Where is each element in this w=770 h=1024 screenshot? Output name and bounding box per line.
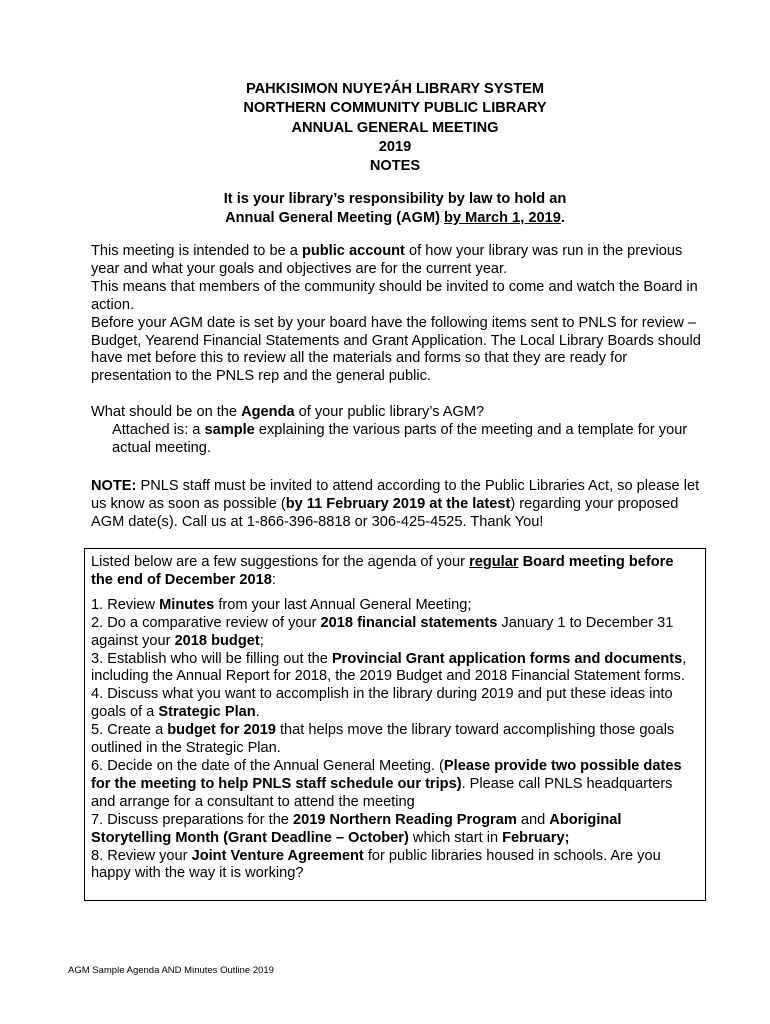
intro-bold: public account bbox=[301, 243, 405, 259]
item-text: from your last Annual General Meeting; bbox=[214, 596, 472, 613]
item-text: 4. Discuss what you want to accomplish in the library during 2019 and put these ideas into goals of a bbox=[91, 686, 673, 721]
responsibility-period: . bbox=[560, 210, 565, 227]
intro-paragraph-2: This means that members of the community should be invited to come and watch the Board in action. bbox=[91, 278, 698, 313]
item-bold: 2018 financial statements bbox=[320, 614, 498, 631]
item-bold: Joint Venture Agreement bbox=[191, 847, 364, 864]
deadline-date: by March 1, 2019 bbox=[444, 210, 561, 227]
box-bold: regular bbox=[469, 554, 519, 570]
note-paragraph bbox=[91, 478, 711, 532]
intro-text: This meeting is intended to be a bbox=[91, 243, 302, 259]
responsibility-text: Annual General Meeting (AGM) bbox=[225, 210, 445, 227]
box-intro bbox=[91, 554, 699, 590]
note-text: PNLS staff must be invited to attend according to the Public Libraries Act, so please let us know as soon as possible ( bbox=[91, 478, 700, 512]
intro-section bbox=[91, 243, 711, 386]
item-text: , including the Annual Report for 2018, the 2019 Budget and 2018 Financial Statement forms. bbox=[91, 650, 687, 685]
item-bold: Aboriginal Storytelling Month (Grant Deadline – October) bbox=[91, 811, 622, 846]
agenda-section bbox=[91, 404, 711, 458]
item-text: . bbox=[255, 704, 260, 721]
item-text: 5. Create a bbox=[91, 722, 168, 739]
item-bold: Strategic Plan bbox=[158, 704, 256, 721]
item-text: January 1 to December 31 against your bbox=[91, 614, 674, 649]
box-item-6 bbox=[91, 758, 699, 812]
item-bold: 2018 budget bbox=[174, 632, 260, 649]
item-bold: Minutes bbox=[159, 596, 215, 613]
item-text: 2. Do a comparative review of your bbox=[91, 614, 321, 631]
box-text: Listed below are a few suggestions for the agenda of your bbox=[91, 554, 470, 570]
intro-paragraph-3: Before your AGM date is set by your board have the following items sent to PNLS for review – Budget, Yearend Financial Statements and Grant Application. The Local Library Boards should have met before this to review all the materials and forms so that they are ready for presentation to the PNLS rep and the general public. bbox=[91, 314, 701, 385]
item-bold: February; bbox=[502, 829, 570, 846]
intro-paragraph-1 bbox=[91, 243, 711, 279]
responsibility-line-2 bbox=[90, 209, 700, 228]
header-year: 2019 bbox=[378, 138, 412, 155]
note-text: ) regarding your proposed AGM date(s). Call us at 1-866-396-8818 or 306-425-4525. Thank You! bbox=[91, 495, 679, 530]
agenda-text: Attached is: a bbox=[112, 421, 205, 438]
item-bold: 2019 Northern Reading Program bbox=[292, 811, 517, 828]
box-item-1 bbox=[91, 597, 699, 615]
item-text: 3. Establish who will be filling out the bbox=[91, 650, 332, 667]
suggestions-box bbox=[84, 548, 706, 901]
note-section bbox=[91, 478, 711, 532]
agenda-bold: sample bbox=[204, 421, 255, 438]
item-text: 6. Decide on the date of the Annual General Meeting. ( bbox=[91, 757, 444, 774]
box-item-4 bbox=[91, 686, 699, 722]
item-text: which start in bbox=[408, 829, 503, 846]
agenda-text: explaining the various parts of the meeting and a template for your actual meeting. bbox=[112, 421, 688, 456]
header-library-name: NORTHERN COMMUNITY PUBLIC LIBRARY bbox=[243, 100, 547, 117]
note-bold: by 11 February 2019 at the latest bbox=[285, 495, 511, 512]
document-header bbox=[90, 80, 700, 176]
item-text: ; bbox=[259, 632, 264, 649]
item-text: 1. Review bbox=[91, 596, 160, 613]
agenda-text: What should be on the bbox=[91, 404, 242, 420]
item-text: that helps move the library toward accomplishing those goals outlined in the Strategic Plan. bbox=[91, 722, 675, 757]
item-bold: budget for 2019 bbox=[167, 722, 276, 739]
item-text: and bbox=[516, 811, 550, 828]
item-text: . Please call PNLS headquarters and arrange for a consultant to attend the meeting bbox=[91, 775, 673, 810]
box-item-7 bbox=[91, 812, 699, 848]
box-item-3 bbox=[91, 651, 699, 687]
responsibility-statement bbox=[90, 190, 700, 229]
item-bold: Provincial Grant application forms and documents bbox=[331, 650, 683, 667]
header-notes: NOTES bbox=[369, 158, 421, 175]
item-bold: Please provide two possible dates for the meeting to help PNLS staff schedule our trips) bbox=[91, 757, 682, 792]
agenda-question bbox=[91, 404, 711, 422]
responsibility-line-1: It is your library’s responsibility by law to hold an bbox=[223, 191, 567, 207]
item-text: 7. Discuss preparations for the bbox=[91, 811, 293, 828]
header-library-system: PAHKISIMON NUYEʔÁH LIBRARY SYSTEM bbox=[245, 81, 545, 97]
agenda-text: of your public library’s AGM? bbox=[294, 404, 485, 420]
page-footer: AGM Sample Agenda AND Minutes Outline 2019 bbox=[68, 965, 274, 976]
box-text: : bbox=[271, 571, 276, 588]
box-item-2 bbox=[91, 615, 699, 651]
box-item-5 bbox=[91, 722, 699, 758]
intro-text: of how your library was run in the previous year and what your goals and objectives are for the current year. bbox=[91, 243, 683, 277]
box-bold: Board meeting before the end of December 2018 bbox=[91, 554, 674, 588]
agenda-attachment bbox=[91, 422, 711, 458]
item-text: 8. Review your bbox=[91, 847, 192, 864]
item-text: for public libraries housed in schools. Are you happy with the way it is working? bbox=[91, 847, 661, 882]
note-label: NOTE: bbox=[91, 478, 137, 494]
agenda-bold: Agenda bbox=[241, 404, 295, 420]
box-item-8 bbox=[91, 848, 699, 884]
header-meeting-title: ANNUAL GENERAL MEETING bbox=[291, 119, 499, 136]
